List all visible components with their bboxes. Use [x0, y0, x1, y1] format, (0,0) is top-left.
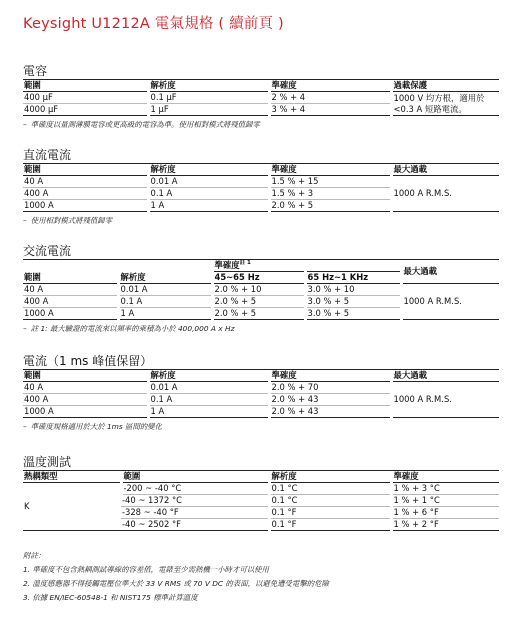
table-row: [23, 176, 499, 188]
table-header-row: [23, 370, 499, 382]
accuracy-cell: 1.5 % + 15: [269, 176, 391, 188]
resolution-cell: 0.1 °C: [269, 495, 391, 507]
column-header: 過載保護: [391, 80, 499, 92]
footnote-item: 2. 溫度感應器不得接觸電壓位準大於 33 V RMS 或 70 V DC 的表面，以避免遭受電擊的危險: [23, 579, 329, 588]
column-header: 最大過載: [391, 370, 499, 382]
range-cell: 40 A: [23, 284, 118, 296]
ac-current-title: 交流電流: [23, 244, 72, 258]
table-header-row: [23, 80, 499, 92]
resolution-cell: 1 A: [148, 200, 269, 212]
column-header: 解析度: [269, 471, 391, 483]
column-header: 最大過載: [401, 260, 499, 284]
column-header: 65 Hz~1 KHz: [305, 272, 401, 284]
resolution-cell: 1 µF: [148, 104, 269, 116]
range-cell: 400 µF: [23, 92, 148, 104]
section-note: – 準確度以量測薄膜電容或更高級的電容為準。使用相對模式將殘值歸零: [23, 120, 260, 129]
table-row: [23, 92, 499, 104]
dc-current-table: [23, 164, 499, 212]
range-cell: -200 ~ -40 °C: [121, 483, 269, 495]
dc-current-section: [23, 148, 499, 225]
section-note: – 註 1: 最大驗證的電流來以頻率的乘積為小於 400,000 A x Hz: [23, 324, 235, 333]
temperature-section: [23, 455, 499, 531]
accuracy-cell: 3.0 % + 5: [305, 296, 401, 308]
temperature-title: 溫度測試: [23, 455, 72, 469]
column-header: 範圍: [23, 80, 148, 92]
footnotes-heading: 附註：: [23, 551, 46, 560]
overload-cell: 1000 A R.M.S.: [391, 382, 499, 418]
resolution-cell: 0.1 A: [118, 296, 212, 308]
range-cell: 1000 A: [23, 406, 148, 418]
accuracy-cell: 3 % + 4: [269, 104, 391, 116]
accuracy-cell: 2.0 % + 43: [269, 406, 391, 418]
resolution-cell: 0.01 A: [118, 284, 212, 296]
accuracy-cell: 2.0 % + 5: [212, 308, 305, 320]
range-cell: 1000 A: [23, 308, 118, 320]
dc-current-title: 直流電流: [23, 148, 72, 162]
resolution-cell: 0.1 °C: [269, 483, 391, 495]
ac-current-section: [23, 244, 499, 333]
table-header-row: [23, 164, 499, 176]
column-header: 解析度: [118, 272, 212, 284]
temperature-table: [23, 471, 499, 531]
accuracy-cell: 2.0 % + 5: [269, 200, 391, 212]
footnote-item: 3. 依據 EN/IEC-60548-1 和 NIST175 標準計算溫度: [23, 593, 198, 602]
overload-cell: 1000 A R.M.S.: [391, 176, 499, 212]
table-group-header-row: [23, 260, 499, 272]
table-row: [23, 382, 499, 394]
resolution-cell: 0.1 A: [148, 394, 269, 406]
range-cell: 1000 A: [23, 200, 148, 212]
column-header: 準確度: [269, 80, 391, 92]
peak-hold-table: [23, 370, 499, 418]
footnote-marker: 註 1: [239, 260, 251, 267]
accuracy-cell: 1 % + 3 °C: [391, 483, 499, 495]
range-cell: 400 A: [23, 188, 148, 200]
resolution-cell: 0.1 °F: [269, 519, 391, 531]
column-header: 熱耦類型: [23, 471, 121, 483]
resolution-cell: 0.1 A: [148, 188, 269, 200]
column-header: 範圍: [23, 272, 118, 284]
range-cell: -328 ~ -40 °F: [121, 507, 269, 519]
accuracy-cell: 2 % + 4: [269, 92, 391, 104]
table-header-row: [23, 471, 499, 483]
range-cell: 400 A: [23, 394, 148, 406]
capacitance-title: 電容: [23, 64, 48, 78]
resolution-cell: 0.1 µF: [148, 92, 269, 104]
ac-current-table: [23, 260, 499, 320]
range-cell: -40 ~ 2502 °F: [121, 519, 269, 531]
table-row: [23, 284, 499, 296]
column-header: 準確度: [269, 370, 391, 382]
accuracy-cell: 1.5 % + 3: [269, 188, 391, 200]
resolution-cell: 0.01 A: [148, 382, 269, 394]
capacitance-section: [23, 64, 499, 129]
accuracy-cell: 3.0 % + 10: [305, 284, 401, 296]
column-header: 範圍: [23, 370, 148, 382]
resolution-cell: 1 A: [148, 406, 269, 418]
column-header: 範圍: [121, 471, 269, 483]
range-cell: -40 ~ 1372 °C: [121, 495, 269, 507]
section-note: – 使用相對模式將殘值歸零: [23, 216, 113, 225]
column-header: 準確度: [269, 164, 391, 176]
footnote-item: 1. 準確度不包含熱耦測試導線的容差值，電錶至少需熱機一小時才可以使用: [23, 565, 269, 574]
range-cell: 400 A: [23, 296, 118, 308]
resolution-cell: 0.01 A: [148, 176, 269, 188]
column-header: 解析度: [148, 80, 269, 92]
overload-cell: 1000 A R.M.S.: [401, 284, 499, 320]
protection-cell: [391, 92, 499, 116]
accuracy-cell: 1 % + 1 °C: [391, 495, 499, 507]
accuracy-cell: 3.0 % + 5: [305, 308, 401, 320]
accuracy-cell: 1 % + 6 °F: [391, 507, 499, 519]
accuracy-cell: 2.0 % + 5: [212, 296, 305, 308]
column-header: 準確度: [391, 471, 499, 483]
protection-line: 1000 V 均方根，適用於: [393, 92, 485, 103]
range-cell: 4000 µF: [23, 104, 148, 116]
page-title: Keysight U1212A 電氣規格 ( 續前頁 ): [23, 16, 284, 32]
accuracy-cell: 2.0 % + 70: [269, 382, 391, 394]
accuracy-cell: 2.0 % + 10: [212, 284, 305, 296]
column-header: 解析度: [148, 164, 269, 176]
resolution-cell: 0.1 °F: [269, 507, 391, 519]
column-header: 45~65 Hz: [212, 272, 305, 284]
column-header: 最大過載: [391, 164, 499, 176]
section-note: – 準確度規格適用於大於 1ms 區間的變化: [23, 422, 163, 431]
thermocouple-type-cell: K: [23, 483, 121, 531]
capacitance-table: [23, 80, 499, 116]
peak-hold-title: 電流（1 ms 峰值保留）: [23, 354, 153, 368]
accuracy-cell: 1 % + 2 °F: [391, 519, 499, 531]
column-header: 範圍: [23, 164, 148, 176]
range-cell: 40 A: [23, 176, 148, 188]
protection-line: <0.3 A 短路電流。: [393, 103, 467, 114]
resolution-cell: 1 A: [118, 308, 212, 320]
footnotes: [23, 549, 329, 605]
range-cell: 40 A: [23, 382, 148, 394]
accuracy-group-header: 準確度$^{註 1}$: [212, 260, 401, 272]
column-header: 解析度: [148, 370, 269, 382]
peak-hold-section: [23, 354, 499, 431]
table-row: [23, 483, 499, 495]
accuracy-cell: 2.0 % + 43: [269, 394, 391, 406]
